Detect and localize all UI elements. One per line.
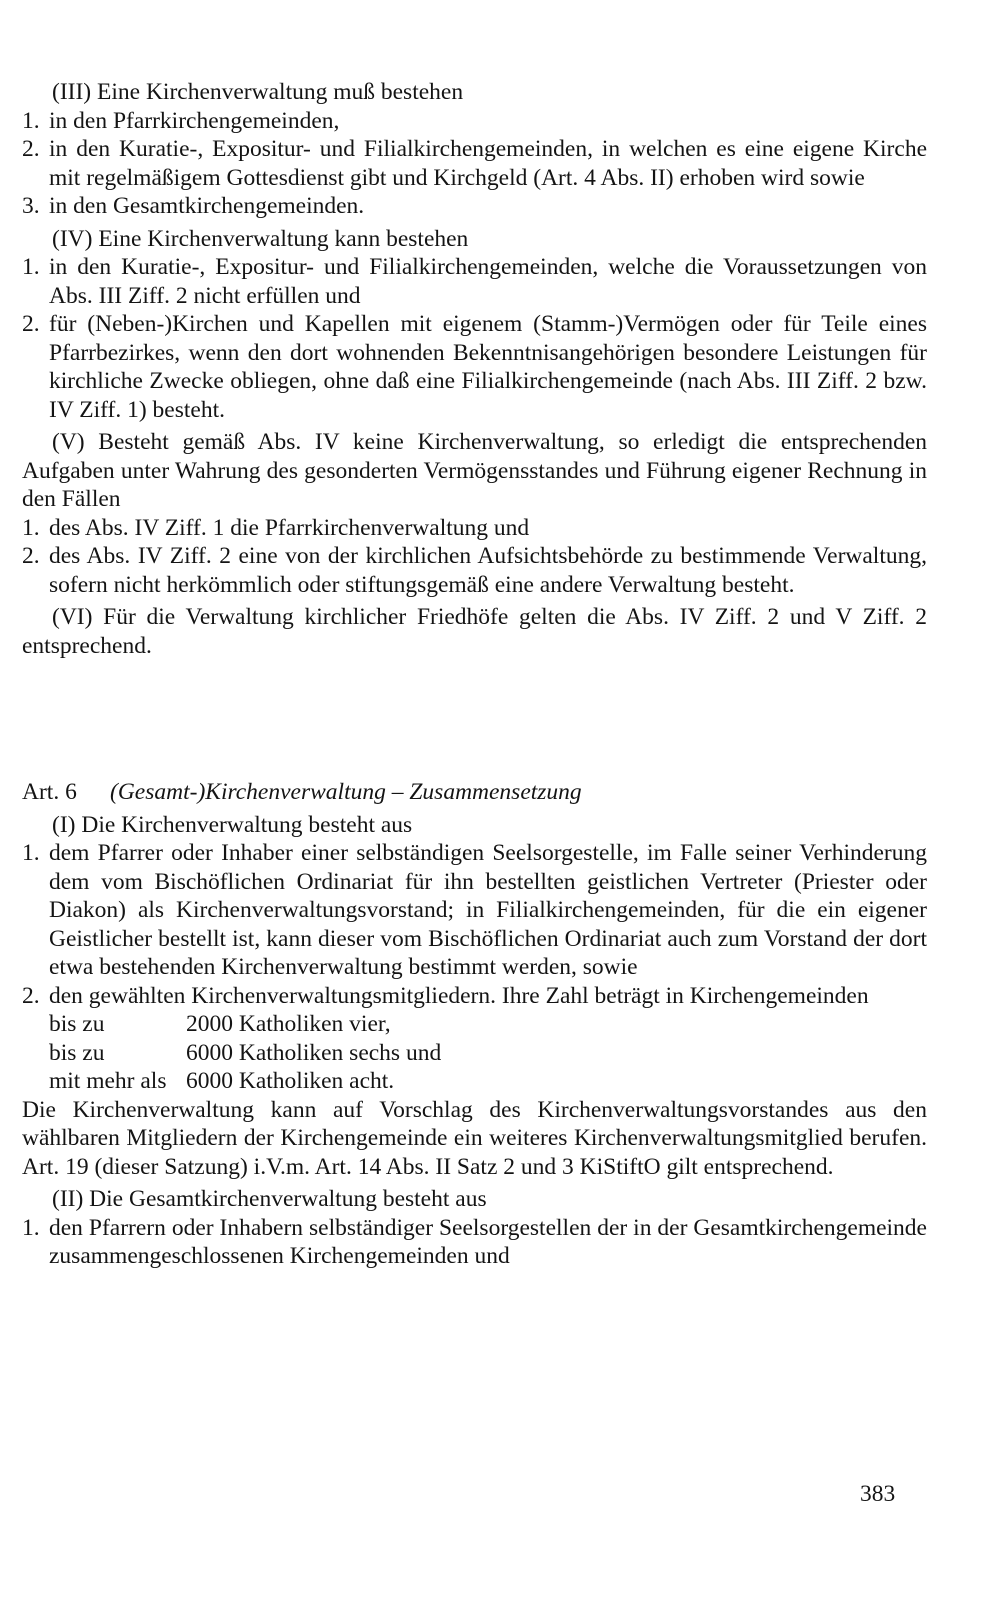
item-number: 2. bbox=[22, 982, 40, 1009]
item-number: 2. bbox=[22, 543, 40, 569]
table-row bbox=[49, 1010, 441, 1039]
list-item bbox=[22, 1214, 927, 1271]
section-v-intro: (V) Besteht gemäß Abs. IV keine Kirchenverwaltung, so erledigt die entsprechenden Aufgaben unter Wahrung des gesonderten Vermögensstandes und Führung eigener Rechnung in den Fällen bbox=[22, 429, 927, 512]
item-text: in den Kuratie-, Expositur- und Filialkirchengemeinden, welche die Voraussetzungen von Abs. III Ziff. 2 nicht erfüllen und bbox=[49, 254, 927, 309]
page-number: 383 bbox=[860, 1481, 896, 1507]
table-cell-limit: mit mehr als bbox=[49, 1068, 167, 1094]
item-text: den gewählten Kirchenverwaltungsmitgliedern. Ihre Zahl beträgt in Kirchengemeinden bbox=[49, 982, 869, 1009]
list-item bbox=[22, 253, 927, 310]
list-item bbox=[22, 310, 927, 424]
table-cell-limit: bis zu bbox=[49, 1039, 105, 1066]
item-number: 1. bbox=[22, 514, 40, 541]
item-number: 2. bbox=[22, 136, 40, 162]
section-iii-intro: (III) Eine Kirchenverwaltung muß bestehen bbox=[52, 79, 464, 105]
art6-ii-intro: (II) Die Gesamtkirchenverwaltung besteht aus bbox=[52, 1186, 487, 1212]
item-text: für (Neben-)Kirchen und Kapellen mit eigenem (Stamm-)Vermögen oder für Teile eines Pfarrbezirkes, wenn den dort wohnenden Bekenntnisangehörigen besondere Leistungen für kirchliche Zwecke obliegen, ohne daß eine Filialkirchengemeinde (nach Abs. III Ziff. 2 bzw. IV Ziff. 1) besteht. bbox=[49, 311, 927, 423]
item-number: 1. bbox=[22, 254, 40, 280]
item-text: dem Pfarrer oder Inhaber einer selbständigen Seelsorgestelle, im Falle seiner Verhinderung dem vom Bischöflichen Ordinariat für ihn bestellten geistlichen Vertreter (Priester oder Diakon) als Kirchenverwaltungsvorstand; in Filialkirchengemeinden, für die ein eigener Geistlicher bestellt ist, kann dieser vom Bischöflichen Ordinariat auch zum Vorstand der dort etwa bestehenden Kirchenverwaltung bestimmt werden, sowie bbox=[49, 840, 927, 980]
art6-i-closing: Die Kirchenverwaltung kann auf Vorschlag des Kirchenverwaltungsvorstandes aus den wählbaren Mitgliedern der Kirchengemeinde ein weiteres Kirchenverwaltungsmitglied berufen. Art. 19 (dieser Satzung) i.V.m. Art. 14 Abs. II Satz 2 und 3 KiStiftO gilt entsprechend. bbox=[22, 1096, 927, 1180]
document-page bbox=[22, 78, 927, 1271]
table-cell-value: 6000 Katholiken sechs und bbox=[186, 1039, 442, 1066]
section-spacer bbox=[22, 660, 927, 778]
item-number: 1. bbox=[22, 840, 40, 866]
list-item bbox=[22, 107, 927, 136]
item-number: 1. bbox=[22, 1214, 40, 1241]
item-text: den Pfarrern oder Inhabern selbständiger Seelsorgestellen der in der Gesamtkirchengemeinde zusammengeschlossenen Kirchengemeinden und bbox=[49, 1214, 927, 1269]
item-text: des Abs. IV Ziff. 2 eine von der kirchlichen Aufsichtsbehörde zu bestimmende Verwaltung, sofern nicht herkömmlich oder stiftungsgemäß eine andere Verwaltung besteht. bbox=[49, 543, 927, 598]
list-item bbox=[22, 982, 927, 1011]
art6-i-intro: (I) Die Kirchenverwaltung besteht aus bbox=[52, 811, 413, 838]
table-cell-value: 2000 Katholiken vier, bbox=[186, 1011, 391, 1037]
list-item bbox=[22, 542, 927, 599]
table-cell-value: 6000 Katholiken acht. bbox=[186, 1068, 395, 1094]
item-text: des Abs. IV Ziff. 1 die Pfarrkirchenverwaltung und bbox=[49, 514, 530, 541]
member-count-table bbox=[49, 1010, 441, 1096]
list-item bbox=[22, 135, 927, 192]
item-number: 3. bbox=[22, 193, 40, 219]
article-number: Art. 6 bbox=[22, 779, 77, 805]
table-row bbox=[49, 1067, 441, 1096]
item-text: in den Pfarrkirchengemeinden, bbox=[49, 107, 340, 134]
item-text: in den Gesamtkirchengemeinden. bbox=[49, 193, 365, 219]
item-text: in den Kuratie-, Expositur- und Filialkirchengemeinden, in welchen es eine eigene Kirche mit regelmäßigem Gottesdienst gibt und Kirchgeld (Art. 4 Abs. II) erhoben wird sowie bbox=[49, 136, 927, 191]
section-iv-intro: (IV) Eine Kirchenverwaltung kann bestehen bbox=[52, 225, 469, 252]
article-heading bbox=[22, 778, 927, 807]
item-number: 1. bbox=[22, 107, 40, 134]
table-cell-limit: bis zu bbox=[49, 1011, 105, 1037]
section-vi-text: (VI) Für die Verwaltung kirchlicher Friedhöfe gelten die Abs. IV Ziff. 2 und V Ziff. 2 entsprechend. bbox=[22, 604, 927, 659]
list-item bbox=[22, 192, 927, 221]
article-title: (Gesamt-)Kirchenverwaltung – Zusammensetzung bbox=[110, 779, 582, 805]
item-number: 2. bbox=[22, 311, 40, 337]
list-item bbox=[22, 839, 927, 982]
list-item bbox=[22, 514, 927, 543]
table-row bbox=[49, 1039, 441, 1068]
